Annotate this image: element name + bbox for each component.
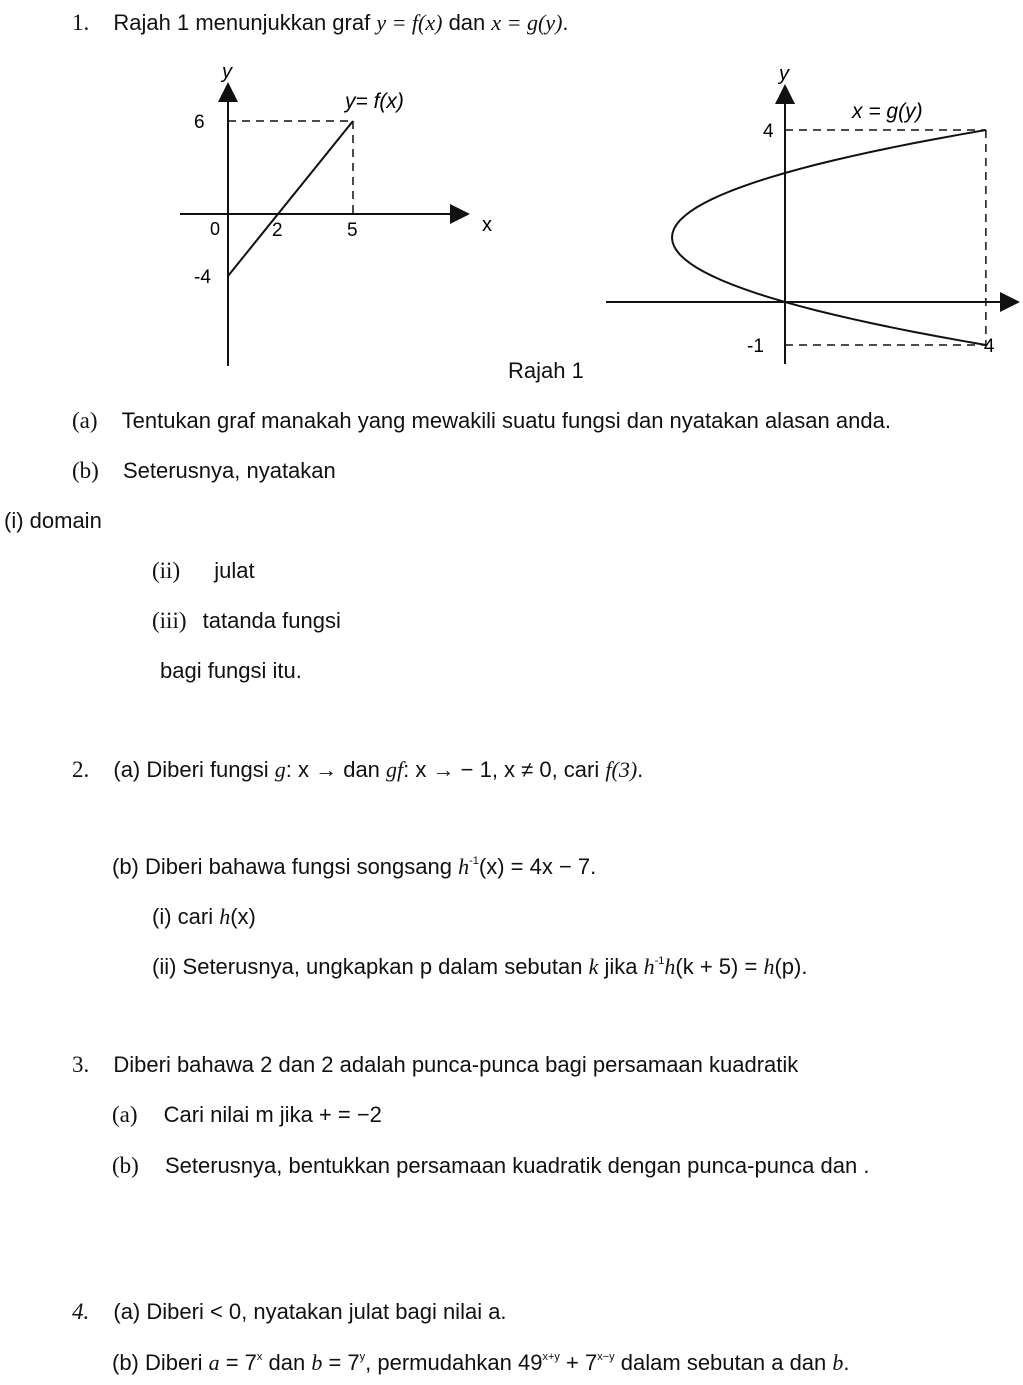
- question-2-b-i: (i) cari h(x): [152, 904, 256, 929]
- question-3-a: (a) Cari nilai m jika + = −2: [112, 1102, 382, 1127]
- y-tick-label: 6: [194, 112, 205, 133]
- question-number: 3.: [72, 1052, 90, 1077]
- y-tick-label: -4: [194, 267, 211, 288]
- q1-part-b: (b) Seterusnya, nyatakan: [72, 458, 336, 483]
- y-tick-label: -1: [747, 336, 764, 357]
- q1-part-b-ii: (ii) julat: [152, 558, 255, 583]
- graph-g: [600, 60, 1023, 380]
- graph-title: y= f(x): [345, 90, 404, 113]
- graph-f: [170, 60, 500, 380]
- y-axis-label: y: [779, 63, 789, 85]
- figure-caption: Rajah 1: [508, 358, 584, 383]
- q1-part-b-iii: (iii) tatanda fungsi: [152, 608, 341, 633]
- y-axis-label: y: [222, 61, 232, 83]
- x-tick-label: 2: [272, 220, 283, 241]
- function-curve: [672, 130, 986, 345]
- x-axis-label: x: [482, 214, 492, 236]
- q1-part-b-i: (i) domain: [4, 508, 102, 533]
- graph-title: x = g(y): [852, 100, 923, 123]
- y-tick-label: 4: [763, 121, 774, 142]
- question-4-b: (b) Diberi $a = 7^x$ dan $b = 7^y$, permudahkan $49^{x+y} + 7^{x-y}$ dalam sebutan a dan b.: [112, 1350, 850, 1375]
- question-number: 4.: [72, 1299, 90, 1324]
- x-tick-label: 4: [983, 336, 995, 357]
- origin-label: 0: [210, 219, 221, 239]
- question-number: 1.: [72, 10, 90, 35]
- q1-tail: bagi fungsi itu.: [160, 658, 302, 683]
- question-number: 2.: [72, 757, 90, 782]
- question-2-a: 2. (a) Diberi fungsi g: x → dan gf: x → − 1, x ≠ 0, cari f(3).: [72, 757, 644, 782]
- question-3-stem: 3. Diberi bahawa 2 dan 2 adalah punca-punca bagi persamaan kuadratik: [72, 1052, 799, 1077]
- question-2-b: (b) Diberi bahawa fungsi songsang $h^{-1}(x) = 4x - 7$.: [112, 854, 597, 879]
- question-2-b-ii: (ii) Seterusnya, ungkapkan p dalam sebutan k jika $h^{-1}h(k + 5) = h(p)$.: [152, 954, 808, 979]
- question-1-stem: 1. Rajah 1 menunjukkan graf y = f(x) dan x = g(y).: [72, 10, 569, 35]
- function-line: [228, 121, 353, 276]
- question-3-b: (b) Seterusnya, bentukkan persamaan kuadratik dengan punca-punca dan .: [112, 1153, 870, 1178]
- q1-part-a: (a) Tentukan graf manakah yang mewakili suatu fungsi dan nyatakan alasan anda.: [72, 408, 891, 433]
- question-4-a: 4. (a) Diberi < 0, nyatakan julat bagi nilai a.: [72, 1299, 507, 1324]
- x-tick-label: 5: [347, 220, 358, 241]
